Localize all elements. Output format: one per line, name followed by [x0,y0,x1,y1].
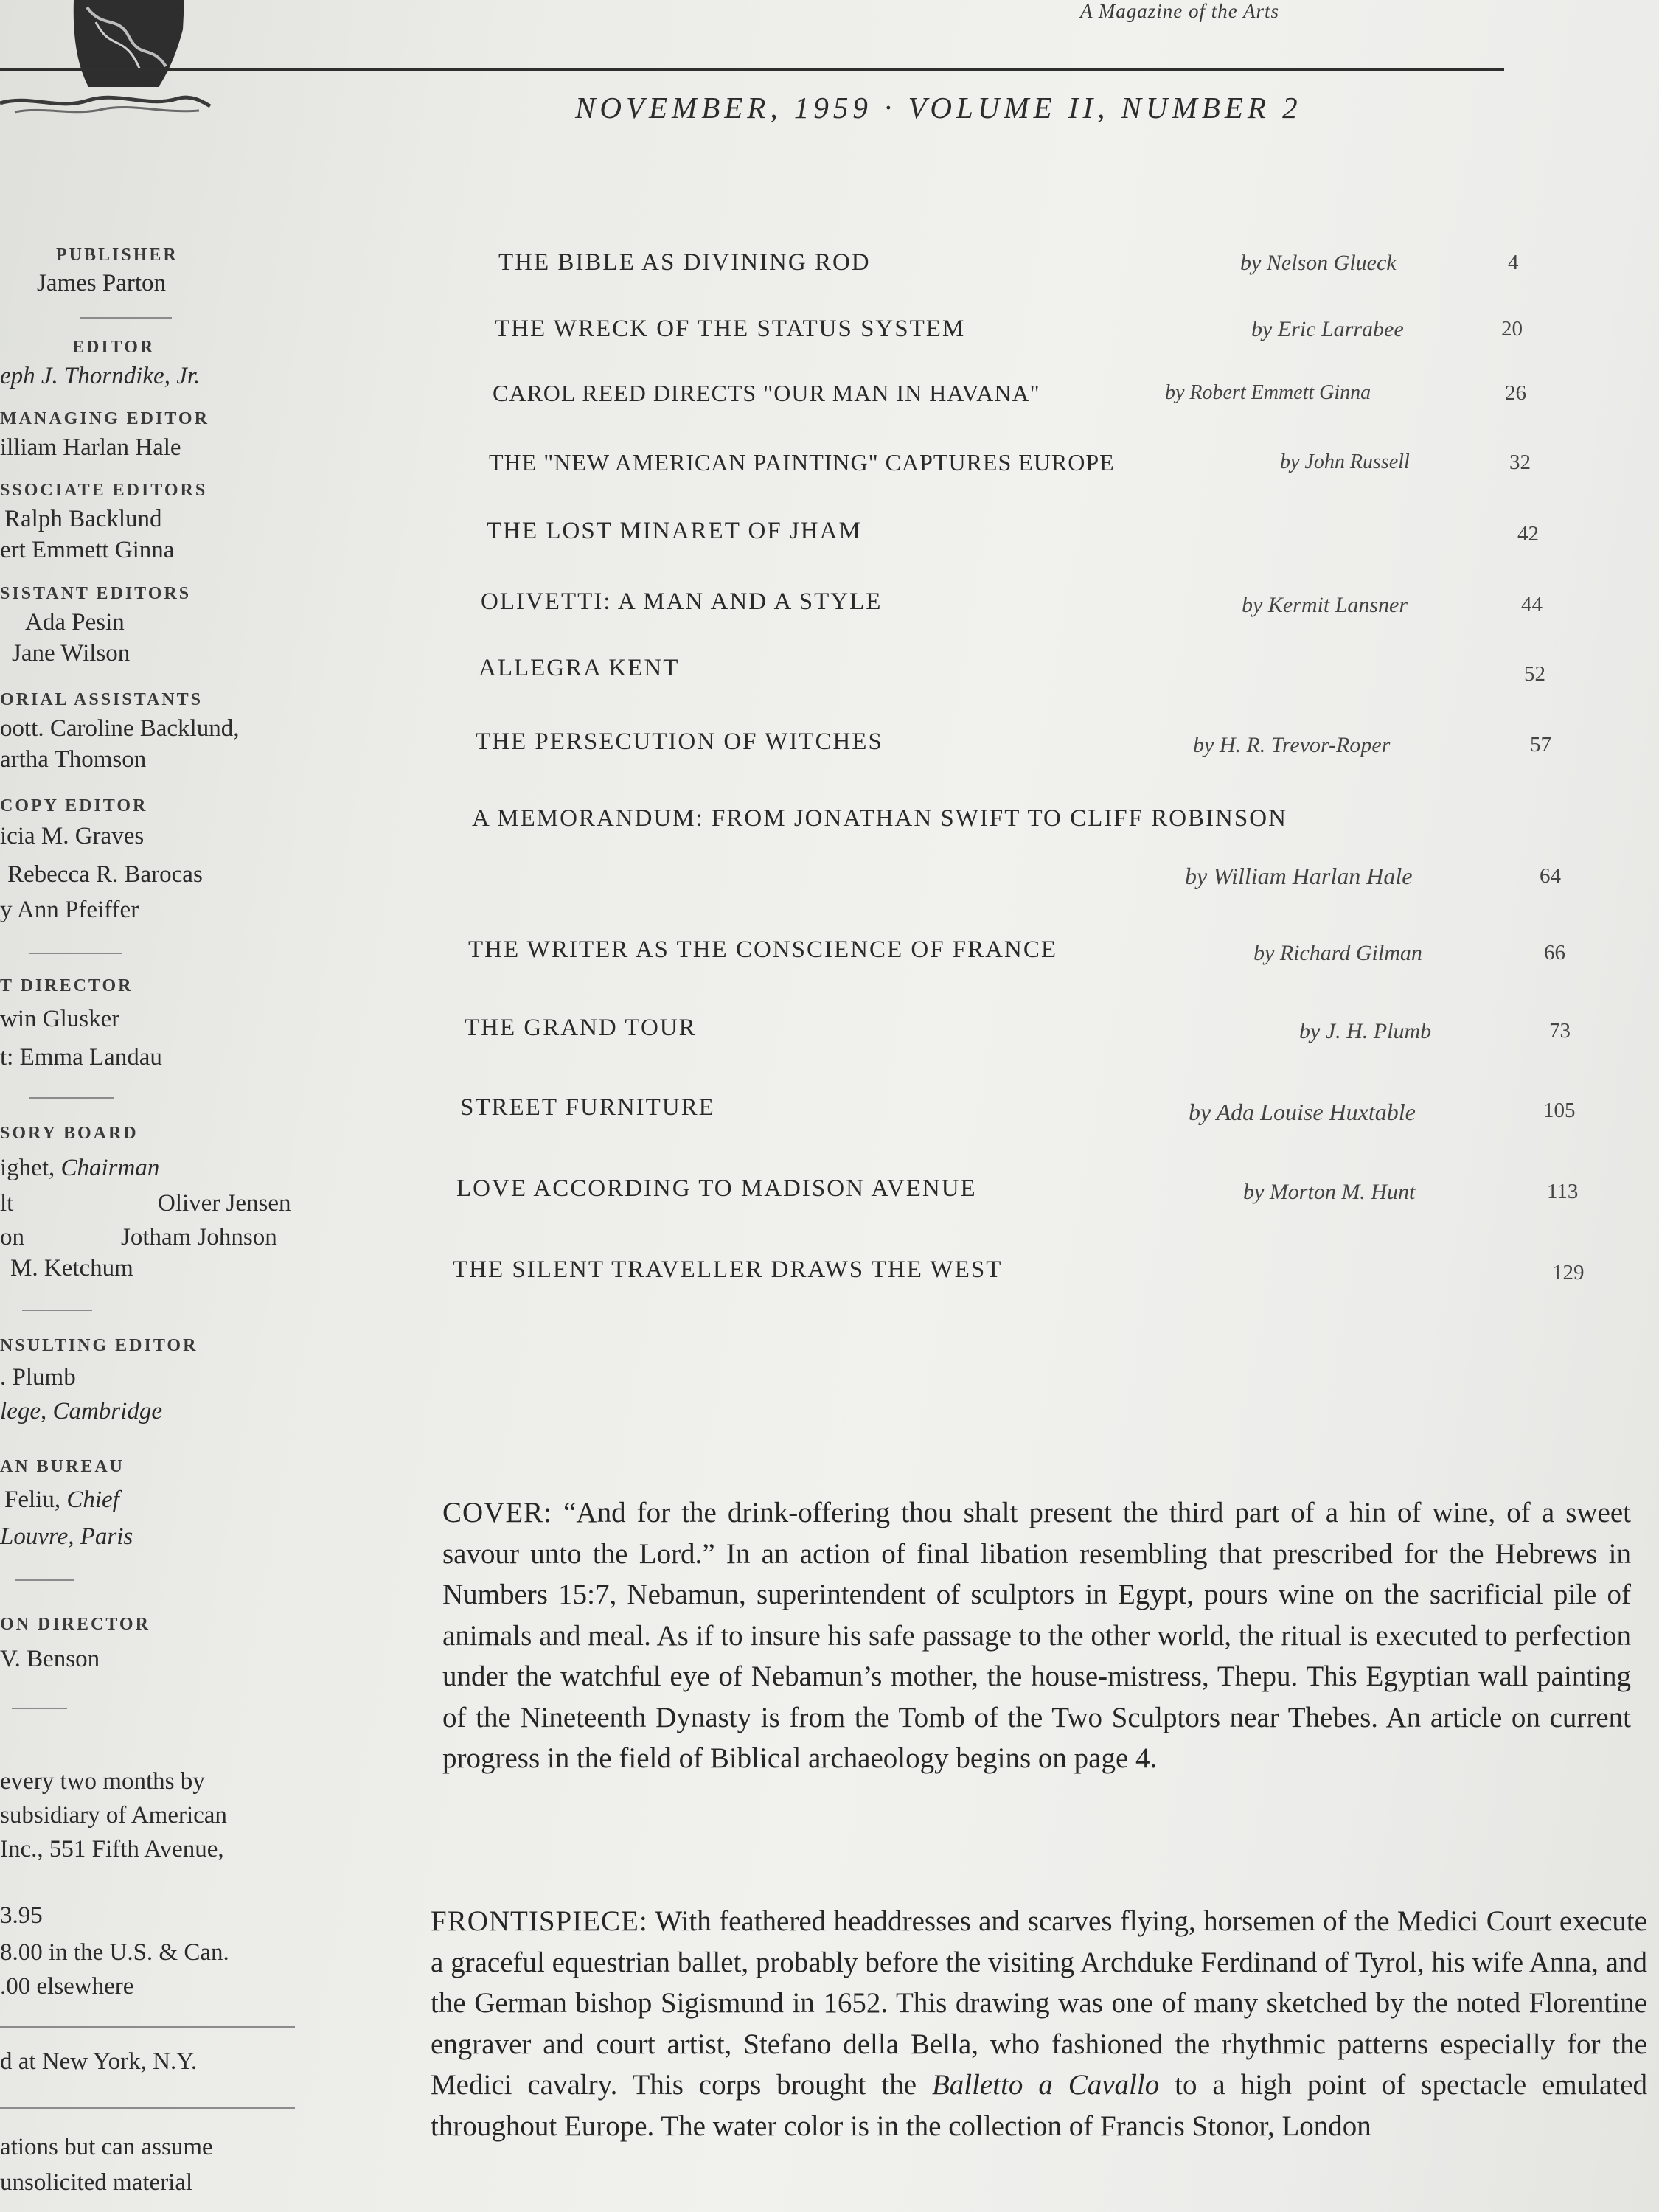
contents-title: THE "NEW AMERICAN PAINTING" CAPTURES EUROPE [489,449,1115,476]
copy-editor-label: COPY EDITOR [0,796,148,815]
contents-page: 4 [1508,251,1519,274]
frontispiece-caption [431,1901,1647,2146]
contents-author: by J. H. Plumb [1299,1019,1432,1043]
assistant-editor-name: Jane Wilson [12,640,131,667]
publication-notice: Inc., 551 Fifth Avenue, [0,1836,224,1863]
contents-page: 73 [1549,1019,1571,1043]
contents-title: THE BIBLE AS DIVINING ROD [498,249,871,276]
assistant-editors-label: SISTANT EDITORS [0,584,192,603]
contents-author: by Ada Louise Huxtable [1189,1099,1416,1125]
advisory-board-member: Jotham Johnson [121,1224,277,1251]
contents-title: THE SILENT TRAVELLER DRAWS THE WEST [453,1256,1003,1283]
advisory-board-member: Oliver Jensen [158,1190,291,1217]
art-director-name: win Glusker [0,1006,120,1032]
cover-caption [442,1492,1631,1779]
contents-page: 52 [1524,662,1545,686]
production-director-label: ON DIRECTOR [0,1615,150,1634]
contents-author: by John Russell [1280,451,1410,473]
contents-page: 57 [1530,733,1551,757]
contents-title: OLIVETTI: A MAN AND A STYLE [481,588,883,615]
contents-page: 20 [1501,317,1523,341]
contents-page: 64 [1540,864,1561,888]
art-director-label: T DIRECTOR [0,976,133,995]
divider [15,1579,74,1581]
contents-author: by William Harlan Hale [1185,863,1413,889]
consulting-editor-name: . Plumb [0,1364,76,1391]
publication-notice: subsidiary of American [0,1802,227,1829]
consulting-editor-label: NSULTING EDITOR [0,1336,198,1355]
subscription-price: 8.00 in the U.S. & Can. [0,1939,229,1966]
contents-title: THE LOST MINARET OF JHAM [487,518,862,544]
entry-notice: d at New York, N.Y. [0,2048,198,2075]
editorial-assistant-names: oott. Caroline Backlund, [0,715,240,742]
magazine-tagline: A Magazine of the Arts [1080,0,1279,22]
consulting-editor-affiliation: lege, Cambridge [0,1398,162,1425]
bureau-chief-name: Feliu, Chief [4,1486,119,1513]
cover-heading: COVER: [442,1497,553,1528]
contents-title: LOVE ACCORDING TO MADISON AVENUE [456,1175,977,1202]
frontispiece-heading: FRONTISPIECE: [431,1905,648,1937]
bureau-location: Louvre, Paris [0,1523,133,1550]
contents-page: 26 [1505,381,1526,405]
contents-title: THE WRITER AS THE CONSCIENCE OF FRANCE [468,936,1058,963]
unsolicited-material-notice: ations but can assume [0,2134,213,2160]
contents-page: 42 [1517,522,1539,546]
contents-title: THE WRECK OF THE STATUS SYSTEM [495,316,966,342]
production-director-name: V. Benson [0,1646,100,1672]
subscription-price: 3.95 [0,1902,43,1929]
associate-editors-label: SSOCIATE EDITORS [0,481,208,500]
contents-title: ALLEGRA KENT [479,655,680,681]
contents-title: THE GRAND TOUR [465,1015,697,1041]
frontispiece-caption-text: to a high point of spectacle emulated throughout Europe. The water color is in the collection of Francis Stonor, London [431,2069,1648,2142]
copy-editor-name: icia M. Graves [0,823,145,849]
contents-author: by Richard Gilman [1253,941,1422,965]
editor-label: EDITOR [72,338,156,357]
editorial-assistants-label: ORIAL ASSISTANTS [0,690,203,709]
publisher-label: PUBLISHER [56,246,178,265]
contents-title: STREET FURNITURE [460,1094,715,1121]
advisory-board-member: lt [0,1190,14,1217]
subscription-price: .00 elsewhere [0,1973,134,2000]
managing-editor-name: illiam Harlan Hale [0,434,181,461]
bureau-label: AN BUREAU [0,1457,125,1476]
cover-caption-text: “And for the drink-offering thou shalt present the third part of a hin of wine, of a sweet savour unto the Lord.” In an action of final libation resembling that prescribed for the Hebrews in Numbers 15:7, Nebamun, superintendent of sculptors in Egypt, pours wine on the sacrificial pile of animals and meal. As if to insure his safe passage to the other world, the ritual is executed to perfection under the watchful eye of Nebamun’s mother, the house-mistress, Thepu. This Egyptian wall painting of the Nineteenth Dynasty is from the Tomb of the Two Sculptors near Thebes. An article on current progress in the field of Biblical archaeology begins on page 4. [442,1497,1631,1774]
divider [12,1708,67,1709]
issue-date-volume: NOVEMBER, 1959 · VOLUME II, NUMBER 2 [575,91,1302,125]
contents-author: by Morton M. Hunt [1243,1180,1416,1204]
contents-author: by H. R. Trevor-Roper [1193,733,1391,757]
assistant-editor-name: Ada Pesin [25,609,125,636]
editor-name: eph J. Thorndike, Jr. [0,363,201,389]
contents-author: by Eric Larrabee [1251,317,1404,341]
contents-page: 129 [1552,1261,1585,1284]
advisory-board-member: on [0,1224,24,1251]
copy-editor-name: Rebecca R. Barocas [7,861,203,888]
contents-author: by Kermit Lansner [1242,593,1408,617]
contents-title: CAROL REED DIRECTS "OUR MAN IN HAVANA" [493,380,1040,406]
advisory-board-label: SORY BOARD [0,1124,139,1143]
contents-author: by Nelson Glueck [1240,251,1397,275]
publisher-name: James Parton [37,270,167,296]
contents-page: 32 [1509,451,1531,474]
contents-page: 113 [1547,1180,1579,1203]
managing-editor-label: MANAGING EDITOR [0,409,209,428]
art-assistant-name: t: Emma Landau [0,1044,162,1071]
contents-title: THE PERSECUTION OF WITCHES [476,728,883,755]
unsolicited-material-notice: unsolicited material [0,2169,193,2196]
frontispiece-caption-text: With feathered headdresses and scarves flying, horsemen of the Medici Court execute a graceful equestrian ballet, probably before the visiting Archduke Ferdinand of Tyrol, his wife Anna, and the German bishop Sigismund in 1652. This drawing was one of many sketched by the noted Florentine engraver and court artist, Stefano della Bella, who fashioned the rhythmic patterns especially for the Medici cavalry. This corps brought the [431,1905,1647,2101]
publication-notice: every two months by [0,1768,205,1795]
divider [0,2107,295,2109]
contents-title: A MEMORANDUM: FROM JONATHAN SWIFT TO CLIFF ROBINSON [472,805,1287,832]
advisory-board-chair: ighet, Chairman [0,1155,160,1181]
contents-page: 66 [1544,941,1565,964]
copy-editor-name: y Ann Pfeiffer [0,897,139,923]
frontispiece-caption-italic: Balletto a Cavallo [931,2069,1160,2101]
associate-editor-name: ert Emmett Ginna [0,537,175,563]
contents-author: by Robert Emmett Ginna [1165,381,1371,404]
divider [0,2026,295,2028]
contents-page: 105 [1543,1099,1576,1122]
associate-editor-name: Ralph Backlund [4,506,162,532]
editorial-assistant-names: artha Thomson [0,746,147,773]
contents-page: 44 [1521,593,1543,616]
advisory-board-member: M. Ketchum [10,1255,133,1281]
